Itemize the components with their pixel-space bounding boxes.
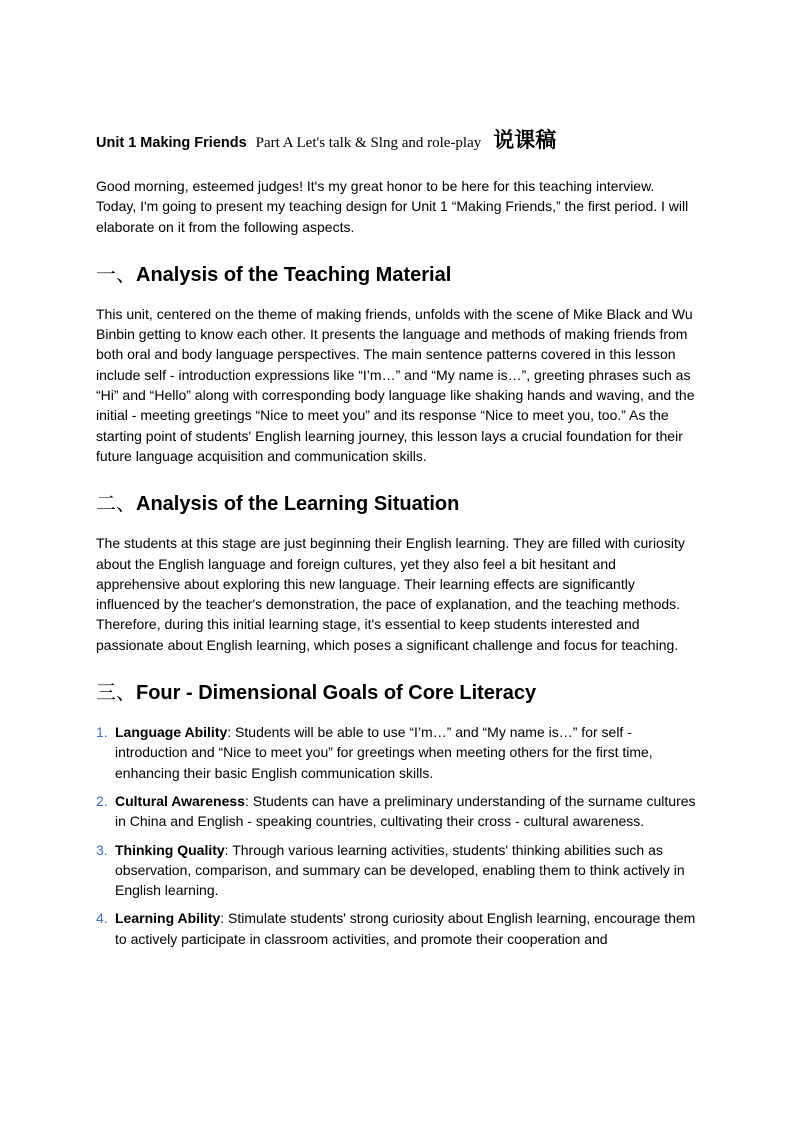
- goal-text: : Students can have a preliminary understanding of the surname cultures in China and English - speaking countries, cultivating their cross - cultural awareness.: [115, 792, 696, 830]
- list-number: 1.: [96, 724, 108, 741]
- goal-term: Cultural Awareness: [115, 792, 245, 809]
- goal-term: Language Ability: [115, 724, 228, 741]
- unit-title: Unit 1 Making Friends: [96, 135, 247, 151]
- intro-paragraph: Good morning, esteemed judges! It's my great honor to be here for this teaching interview. Today, I'm going to present my teaching design for Unit 1 “Making Friends,” the first period. I will elaborate on it from the following aspects.: [96, 178, 689, 235]
- goals-list: [96, 722, 698, 949]
- list-item: [96, 840, 698, 901]
- goal-term: Thinking Quality: [115, 841, 225, 858]
- list-number: 4.: [96, 910, 108, 927]
- section-heading-teaching-material: [96, 261, 698, 288]
- document-page: [96, 124, 698, 957]
- teaching-material-paragraph: This unit, centered on the theme of making friends, unfolds with the scene of Mike Black and Wu Binbin getting to know each other. It presents the language and methods of making friends from both oral and body language perspectives. The main sentence patterns covered in this lesson include self - introduction expressions like “I’m…” and “My name is…”, greeting phrases such as “Hi” and “Hello” along with corresponding body language like shaking hands and waving, and the initial - meeting greetings “Nice to meet you” and its response “Nice to meet you, too.” As the starting point of students' English learning journey, this lesson lays a crucial foundation for their future language acquisition and communication skills.: [96, 305, 695, 464]
- list-item: [96, 908, 698, 949]
- section-heading-core-literacy: [96, 679, 698, 706]
- section-heading-learning-situation: [96, 490, 698, 517]
- list-number: 2.: [96, 792, 108, 809]
- list-item: [96, 722, 698, 783]
- section-number: 一、: [96, 261, 136, 286]
- section-heading-text: Analysis of the Learning Situation: [136, 493, 460, 516]
- learning-situation-paragraph: The students at this stage are just beginning their English learning. They are filled with curiosity about the English language and foreign cultures, yet they also feel a bit hesitant and apprehensive about exploring this new language. Their learning effects are significantly influenced by the teacher's demonstration, the pace of explanation, and the teaching methods. Therefore, during this initial learning stage, it's essential to keep students interested and passionate about English learning, which poses a significant challenge and focus for teaching.: [96, 535, 685, 653]
- section-heading-text: Analysis of the Teaching Material: [136, 263, 452, 286]
- goal-text: : Students will be able to use “I’m…” and “My name is…” for self - introduction and “Nice to meet you” for greetings when meeting others for the first time, enhancing their basic English communication skills.: [115, 724, 653, 781]
- goal-text: : Stimulate students' strong curiosity about English learning, encourage them to actively participate in classroom activities, and promote their cooperation and: [115, 910, 696, 947]
- goal-text: : Through various learning activities, students' thinking abilities such as observation, comparison, and summary can be developed, enabling them to think actively in English learning.: [115, 841, 685, 899]
- doc-type-title: 说课稿: [493, 128, 557, 152]
- section-heading-text: Four - Dimensional Goals of Core Literacy: [136, 682, 537, 705]
- goal-term: Learning Ability: [115, 910, 221, 927]
- list-number: 3.: [96, 841, 108, 858]
- section-number: 三、: [96, 680, 136, 705]
- part-title: Part A Let's talk & Slng and role-play: [255, 135, 482, 151]
- document-title: [96, 124, 698, 154]
- list-item: [96, 791, 698, 832]
- section-number: 二、: [96, 491, 136, 516]
